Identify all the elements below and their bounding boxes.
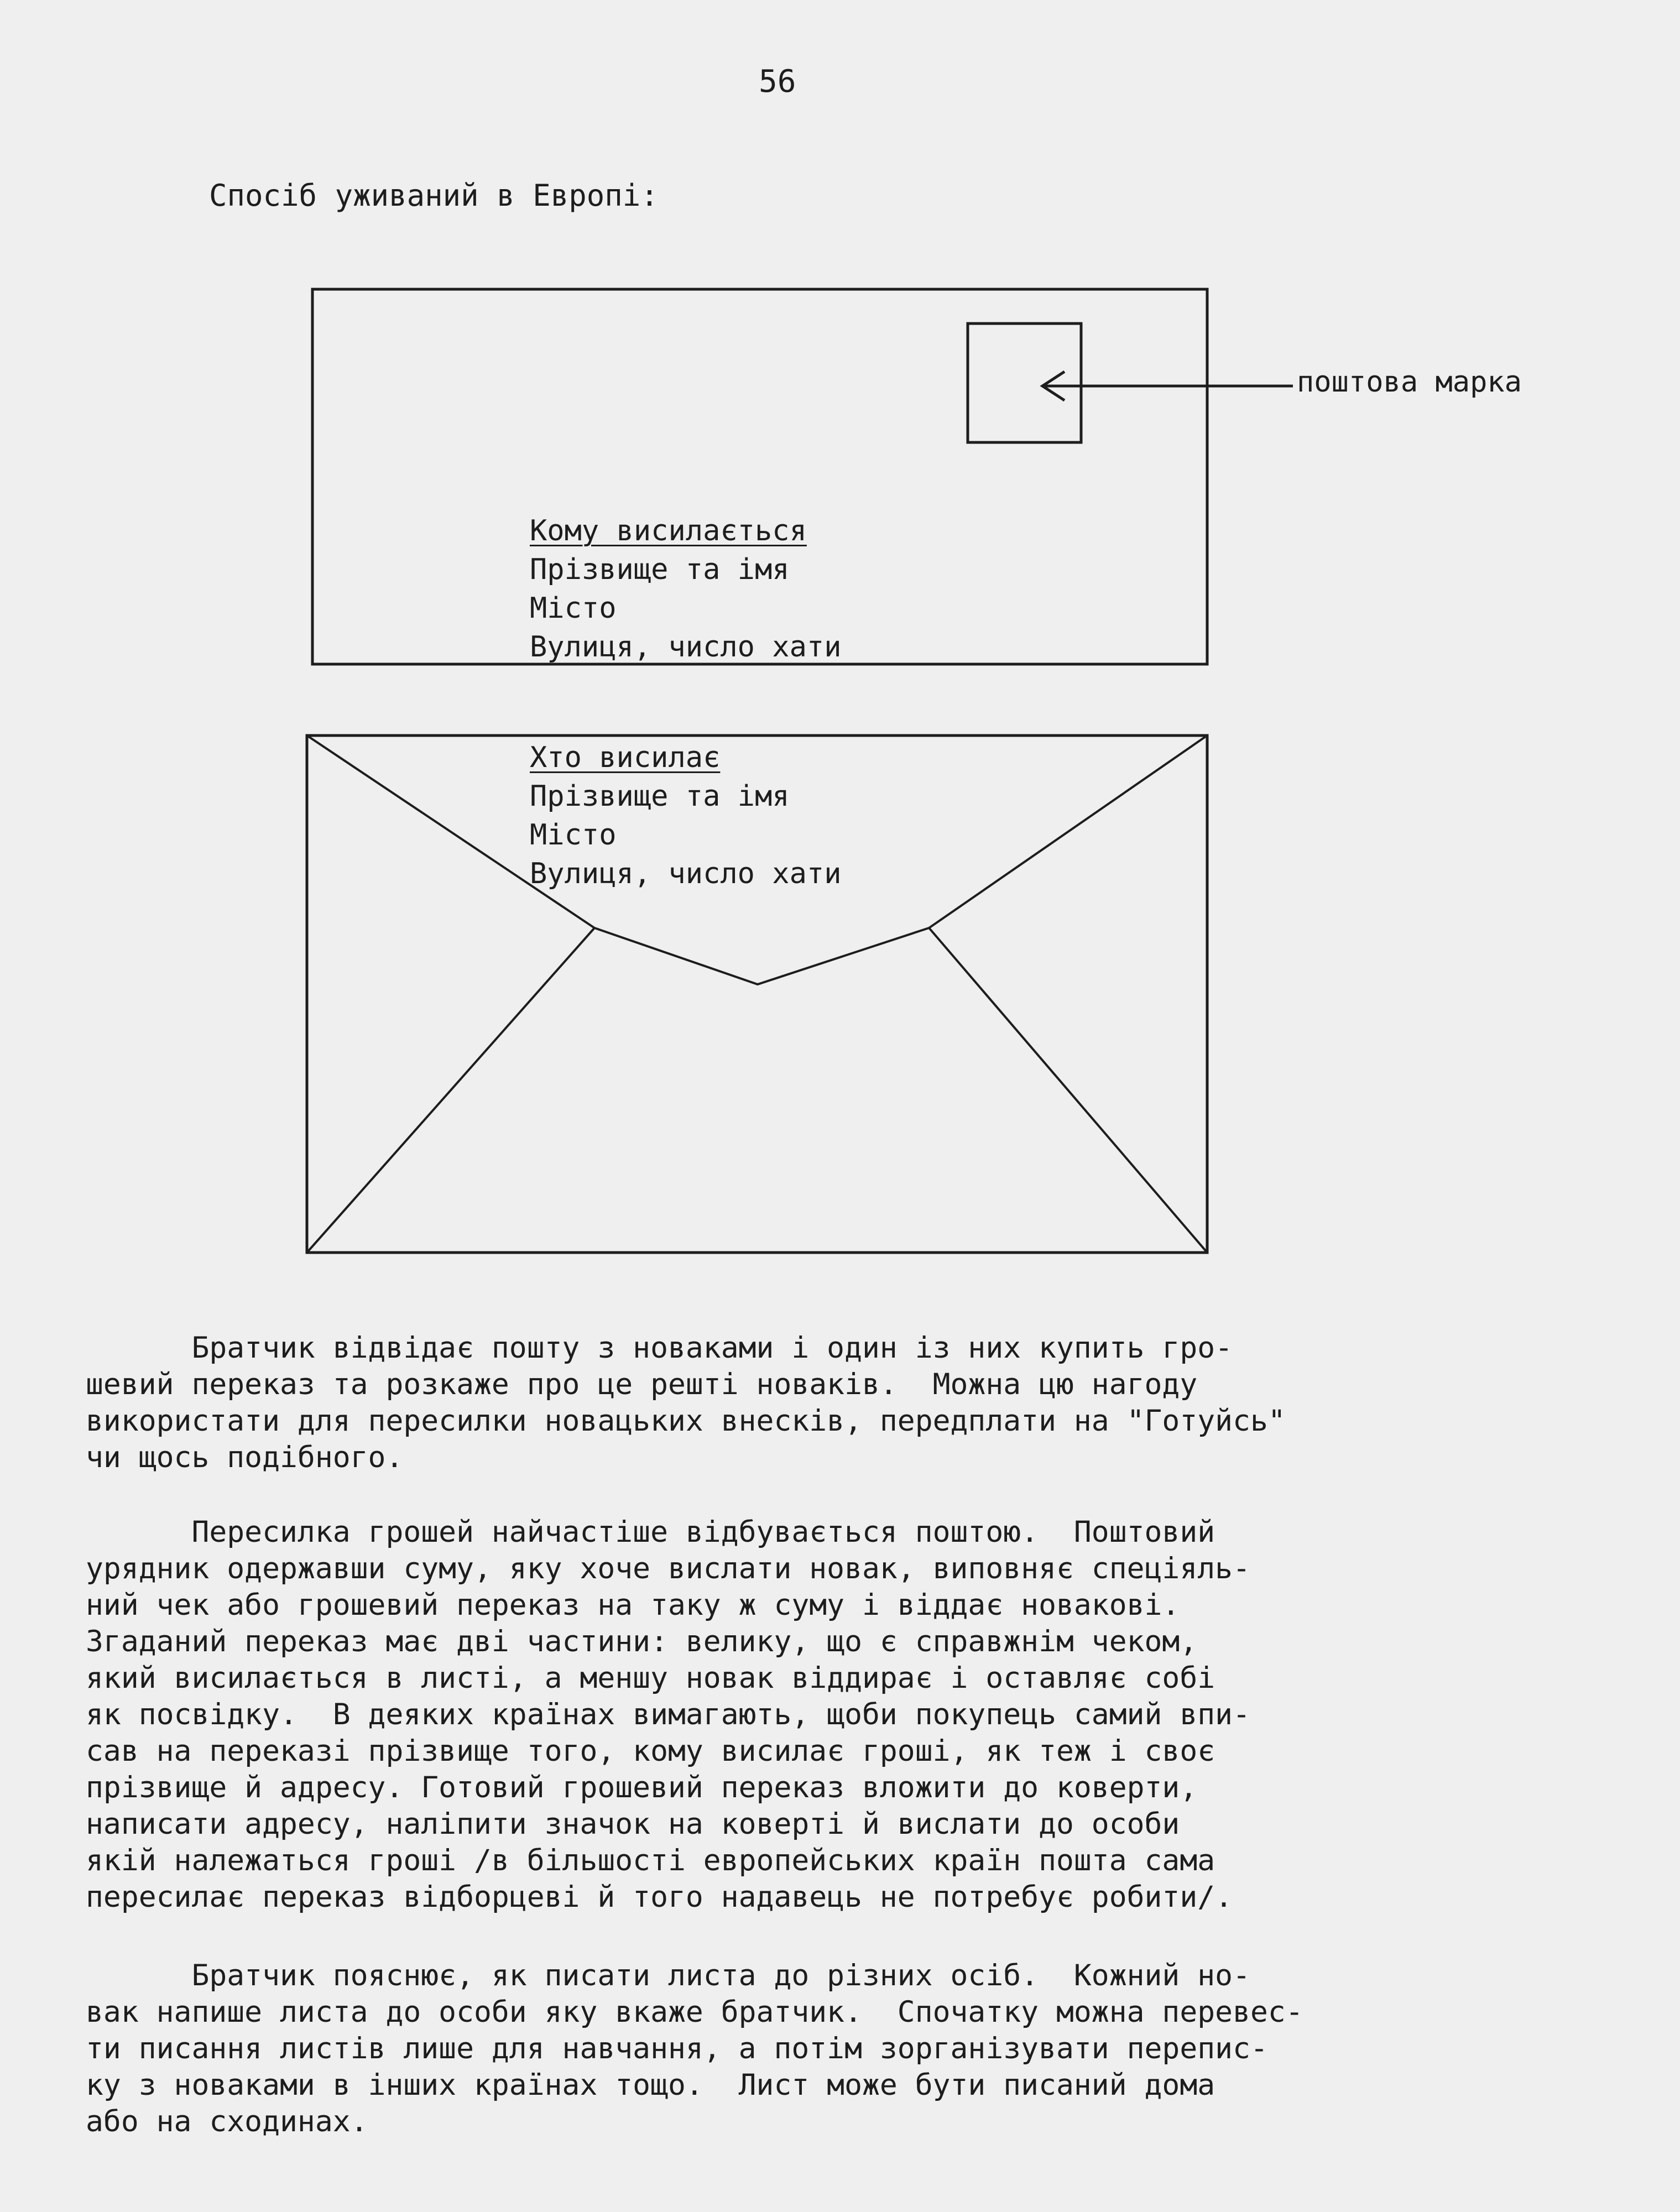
paragraph-line: пересилає переказ відборцеві й того надавець не потребує робити/. [86, 1880, 1233, 1914]
paragraph-line: урядник одержавши суму, яку хоче вислати новак, виповняє спеціяль- [86, 1552, 1250, 1585]
recipient-address-block [530, 512, 842, 666]
sender-city-line: Місто [530, 818, 617, 852]
paragraph-line: чи щось подібного. [86, 1441, 404, 1474]
envelope-diagonal-left [307, 928, 594, 1253]
paragraph-line: ний чек або грошевий переказ на таку ж суму і віддає новакові. [86, 1588, 1180, 1622]
recipient-name-line: Прізвище та імя [530, 553, 790, 586]
recipient-city-line: Місто [530, 592, 617, 625]
paragraph-line: який висилається в листі, а меншу новак віддирає і оставляє собі [86, 1661, 1215, 1695]
paragraph-line: якій належаться гроші /в більшості европейських країн пошта сама [86, 1844, 1215, 1877]
stamp-label: поштова марка [1297, 366, 1522, 399]
recipient-heading: Кому висилається [530, 514, 807, 547]
paragraph-letter-writing [86, 1958, 1590, 2140]
paragraph-line: Згаданий переказ має дві частини: велику, що є справжнім чеком, [86, 1625, 1198, 1658]
recipient-street-line: Вулиця, число хати [530, 630, 842, 664]
sender-name-line: Прізвище та імя [530, 780, 790, 813]
paragraph-line: шевий переказ та розкаже про це решті новаків. Можна цю нагоду [86, 1368, 1198, 1401]
paragraph-line: написати адресу, наліпити значок на коверті й вислати до особи [86, 1807, 1180, 1841]
paragraph-line: ку з новаками в інших країнах тощо. Лист може бути писаний дома [86, 2068, 1215, 2102]
paragraph-money-transfer [86, 1514, 1590, 1916]
paragraph-money-order [86, 1330, 1590, 1476]
paragraph-line: Братчик відвідає пошту з новаками і один із них купить гро- [86, 1331, 1233, 1365]
sender-heading: Хто висилає [530, 741, 721, 774]
section-heading: Спосіб уживаний в Европі: [209, 178, 659, 213]
paragraph-line: сав на переказі прізвище того, кому висилає гроші, як теж і своє [86, 1734, 1215, 1768]
paragraph-line: Пересилка грошей найчастіше відбувається поштою. Поштовий [86, 1515, 1215, 1549]
paragraph-line: або на сходинах. [86, 2105, 368, 2138]
paragraph-line: використати для пересилки новацьких внесків, передплати на "Готуйсь" [86, 1404, 1286, 1438]
envelope-diagonal-right [929, 928, 1207, 1253]
page-number: 56 [759, 64, 796, 100]
paragraph-line: як посвідку. В деяких країнах вимагають, щоби покупець самий впи- [86, 1698, 1250, 1731]
stamp-box [968, 324, 1081, 442]
paragraph-line: ти писання листів лише для навчання, а потім зорганізувати перепис- [86, 2032, 1268, 2065]
sender-street-line: Вулиця, число хати [530, 857, 842, 890]
paragraph-line: вак напише листа до особи яку вкаже братчик. Спочатку можна перевес- [86, 1995, 1303, 2029]
sender-address-block [530, 738, 842, 893]
paragraph-line: Братчик пояснює, як писати листа до різних осіб. Кожний но- [86, 1959, 1250, 1992]
paragraph-line: прізвище й адресу. Готовий грошевий переказ вложити до коверти, [86, 1771, 1198, 1804]
